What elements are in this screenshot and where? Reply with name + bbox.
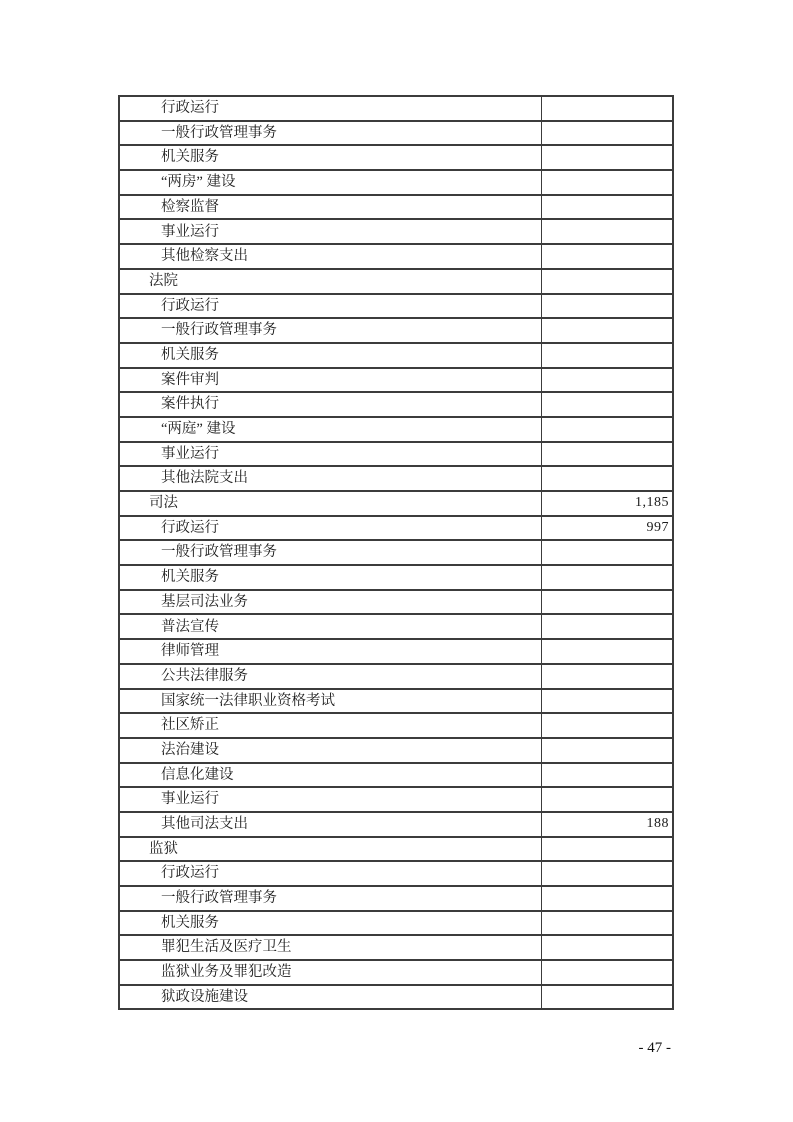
budget-item-label: 公共法律服务	[119, 664, 541, 689]
budget-item-label: 行政运行	[119, 96, 541, 121]
budget-amount-value	[541, 96, 673, 121]
table-row	[119, 886, 673, 911]
table-row	[119, 195, 673, 220]
budget-item-label: 监狱业务及罪犯改造	[119, 960, 541, 985]
table-row	[119, 244, 673, 269]
table-row	[119, 294, 673, 319]
budget-amount-value: 997	[541, 516, 673, 541]
table-row	[119, 442, 673, 467]
budget-item-label: 监狱	[119, 837, 541, 862]
budget-amount-value	[541, 738, 673, 763]
table-row	[119, 911, 673, 936]
table-row	[119, 812, 673, 837]
budget-amount-value	[541, 689, 673, 714]
budget-amount-value	[541, 861, 673, 886]
table-row	[119, 713, 673, 738]
table-row	[119, 343, 673, 368]
budget-amount-value	[541, 318, 673, 343]
table-row	[119, 219, 673, 244]
budget-amount-value	[541, 935, 673, 960]
budget-item-label: 事业运行	[119, 219, 541, 244]
table-row	[119, 639, 673, 664]
budget-amount-value	[541, 219, 673, 244]
budget-item-label: 事业运行	[119, 787, 541, 812]
budget-amount-value: 188	[541, 812, 673, 837]
budget-item-label: “两房” 建设	[119, 170, 541, 195]
budget-item-label: 案件执行	[119, 392, 541, 417]
budget-amount-value	[541, 960, 673, 985]
table-row	[119, 763, 673, 788]
table-row	[119, 590, 673, 615]
table-row	[119, 417, 673, 442]
budget-amount-value	[541, 417, 673, 442]
budget-item-label: “两庭” 建设	[119, 417, 541, 442]
budget-amount-value: 1,185	[541, 491, 673, 516]
table-row	[119, 861, 673, 886]
table-row	[119, 960, 673, 985]
budget-item-label: 法治建设	[119, 738, 541, 763]
budget-item-label: 司法	[119, 491, 541, 516]
budget-table	[118, 95, 674, 1010]
budget-item-label: 国家统一法律职业资格考试	[119, 689, 541, 714]
budget-item-label: 机关服务	[119, 911, 541, 936]
budget-item-label: 信息化建设	[119, 763, 541, 788]
budget-amount-value	[541, 170, 673, 195]
budget-amount-value	[541, 639, 673, 664]
page-number: - 47 -	[638, 1040, 671, 1056]
budget-amount-value	[541, 368, 673, 393]
budget-item-label: 其他法院支出	[119, 466, 541, 491]
table-row	[119, 269, 673, 294]
budget-item-label: 行政运行	[119, 861, 541, 886]
budget-amount-value	[541, 886, 673, 911]
budget-amount-value	[541, 392, 673, 417]
table-row	[119, 96, 673, 121]
table-row	[119, 516, 673, 541]
budget-item-label: 普法宣传	[119, 614, 541, 639]
budget-item-label: 机关服务	[119, 343, 541, 368]
budget-amount-value	[541, 269, 673, 294]
table-row	[119, 689, 673, 714]
table-row	[119, 787, 673, 812]
budget-amount-value	[541, 590, 673, 615]
table-row	[119, 368, 673, 393]
budget-amount-value	[541, 195, 673, 220]
budget-item-label: 机关服务	[119, 145, 541, 170]
table-row	[119, 540, 673, 565]
budget-amount-value	[541, 763, 673, 788]
budget-amount-value	[541, 244, 673, 269]
budget-item-label: 狱政设施建设	[119, 985, 541, 1010]
budget-amount-value	[541, 911, 673, 936]
table-row	[119, 664, 673, 689]
table-row	[119, 614, 673, 639]
budget-item-label: 机关服务	[119, 565, 541, 590]
budget-item-label: 基层司法业务	[119, 590, 541, 615]
table-row	[119, 738, 673, 763]
budget-amount-value	[541, 985, 673, 1010]
budget-item-label: 行政运行	[119, 516, 541, 541]
budget-amount-value	[541, 121, 673, 146]
budget-amount-value	[541, 442, 673, 467]
budget-item-label: 一般行政管理事务	[119, 886, 541, 911]
budget-amount-value	[541, 614, 673, 639]
budget-amount-value	[541, 343, 673, 368]
table-row	[119, 491, 673, 516]
table-row	[119, 565, 673, 590]
budget-amount-value	[541, 713, 673, 738]
table-row	[119, 837, 673, 862]
table-row	[119, 121, 673, 146]
table-row	[119, 466, 673, 491]
budget-amount-value	[541, 664, 673, 689]
budget-amount-value	[541, 837, 673, 862]
budget-amount-value	[541, 787, 673, 812]
budget-item-label: 一般行政管理事务	[119, 121, 541, 146]
budget-amount-value	[541, 294, 673, 319]
table-row	[119, 935, 673, 960]
budget-item-label: 法院	[119, 269, 541, 294]
budget-table-body	[119, 96, 673, 1009]
table-row	[119, 170, 673, 195]
table-row	[119, 392, 673, 417]
budget-item-label: 其他检察支出	[119, 244, 541, 269]
budget-item-label: 行政运行	[119, 294, 541, 319]
budget-item-label: 案件审判	[119, 368, 541, 393]
budget-item-label: 罪犯生活及医疗卫生	[119, 935, 541, 960]
budget-item-label: 其他司法支出	[119, 812, 541, 837]
budget-item-label: 社区矫正	[119, 713, 541, 738]
budget-amount-value	[541, 466, 673, 491]
budget-amount-value	[541, 540, 673, 565]
budget-item-label: 一般行政管理事务	[119, 540, 541, 565]
budget-item-label: 律师管理	[119, 639, 541, 664]
table-row	[119, 318, 673, 343]
budget-amount-value	[541, 565, 673, 590]
table-row	[119, 145, 673, 170]
budget-item-label: 检察监督	[119, 195, 541, 220]
budget-item-label: 事业运行	[119, 442, 541, 467]
table-row	[119, 985, 673, 1010]
budget-amount-value	[541, 145, 673, 170]
budget-item-label: 一般行政管理事务	[119, 318, 541, 343]
